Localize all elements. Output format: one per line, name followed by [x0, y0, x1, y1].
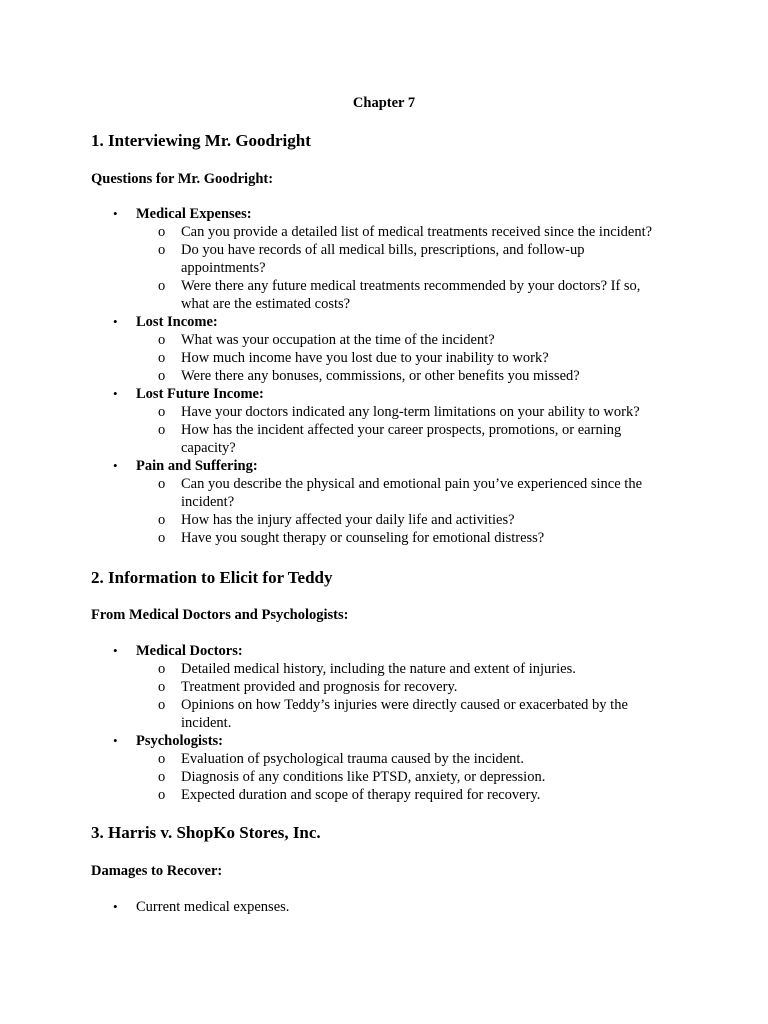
- sub-list-item: o Can you provide a detailed list of medical treatments received since the incident?: [158, 224, 653, 240]
- sub-bullet-icon: o: [158, 530, 166, 546]
- list-item: [0, 898, 768, 916]
- group-label: Lost Future Income:: [136, 386, 264, 402]
- sub-bullet-icon: o: [158, 769, 166, 785]
- sub-bullet-icon: o: [158, 661, 166, 677]
- sub-bullet-icon: o: [158, 476, 166, 492]
- sub-list-item: o How much income have you lost due to your inability to work?: [158, 350, 549, 366]
- bullet-icon: •: [113, 733, 118, 748]
- sub-bullet-icon: o: [158, 422, 166, 438]
- sub-list-item: o Do you have records of all medical bills, prescriptions, and follow-up appointments?: [158, 242, 585, 276]
- sub-list-item: o Diagnosis of any conditions like PTSD, anxiety, or depression.: [158, 769, 546, 785]
- sub-list-item: o Have your doctors indicated any long-term limitations on your ability to work?: [158, 404, 640, 420]
- section-1-heading: 1. Interviewing Mr. Goodright: [91, 131, 311, 150]
- sub-bullet-icon: o: [158, 224, 166, 240]
- list-item: [0, 457, 768, 475]
- sub-list-item: o Were there any future medical treatments recommended by your doctors? If so, what are the estimated costs?: [158, 278, 641, 312]
- list-item: [0, 642, 768, 660]
- sub-bullet-icon: o: [158, 278, 166, 294]
- sub-bullet-icon: o: [158, 368, 166, 384]
- section-2-subheading: From Medical Doctors and Psychologists:: [91, 607, 349, 623]
- chapter-title: Chapter 7: [352, 95, 416, 111]
- section-2-list: [0, 642, 768, 804]
- group-label: Pain and Suffering:: [136, 458, 258, 474]
- sub-bullet-icon: o: [158, 751, 166, 767]
- list-item-text: Current medical expenses.: [136, 899, 290, 915]
- sub-list-item: o Can you describe the physical and emotional pain you’ve experienced since the incident?: [158, 476, 643, 510]
- bullet-icon: •: [113, 386, 118, 401]
- section-2-heading: 2. Information to Elicit for Teddy: [91, 568, 333, 587]
- bullet-icon: •: [113, 314, 118, 329]
- sub-list-item: o Detailed medical history, including the nature and extent of injuries.: [158, 661, 576, 677]
- section-3-list: [0, 898, 768, 916]
- sub-list-item: o Opinions on how Teddy’s injuries were directly caused or exacerbated by the incident.: [158, 697, 628, 731]
- sub-list-item: o Have you sought therapy or counseling for emotional distress?: [158, 530, 545, 546]
- sub-list-item: o How has the incident affected your career prospects, promotions, or earning capacity?: [158, 422, 622, 456]
- section-1-subheading: Questions for Mr. Goodright:: [91, 171, 274, 187]
- sub-bullet-icon: o: [158, 350, 166, 366]
- group-label: Lost Income:: [136, 314, 218, 330]
- sub-list-item: o Evaluation of psychological trauma caused by the incident.: [158, 751, 525, 767]
- group-label: Medical Expenses:: [136, 206, 252, 222]
- sub-list-item: o What was your occupation at the time of the incident?: [158, 332, 495, 348]
- bullet-icon: •: [113, 458, 118, 473]
- list-item: [0, 313, 768, 331]
- section-1-list: [0, 205, 768, 547]
- bullet-icon: •: [113, 206, 118, 221]
- group-label: Psychologists:: [136, 733, 223, 749]
- sub-bullet-icon: o: [158, 404, 166, 420]
- sub-list-item: o Were there any bonuses, commissions, or other benefits you missed?: [158, 368, 580, 384]
- sub-bullet-icon: o: [158, 242, 166, 258]
- sub-list-item: o Expected duration and scope of therapy required for recovery.: [158, 787, 541, 803]
- sub-bullet-icon: o: [158, 512, 166, 528]
- list-item: [0, 732, 768, 750]
- sub-bullet-icon: o: [158, 332, 166, 348]
- section-3-subheading: Damages to Recover:: [91, 863, 223, 879]
- group-label: Medical Doctors:: [136, 643, 243, 659]
- sub-bullet-icon: o: [158, 787, 166, 803]
- bullet-icon: •: [113, 899, 118, 914]
- section-3-heading: 3. Harris v. ShopKo Stores, Inc.: [91, 823, 321, 842]
- bullet-icon: •: [113, 643, 118, 658]
- sub-list-item: o How has the injury affected your daily life and activities?: [158, 512, 515, 528]
- sub-list-item: o Treatment provided and prognosis for recovery.: [158, 679, 458, 695]
- list-item: [0, 205, 768, 223]
- sub-bullet-icon: o: [158, 697, 166, 713]
- list-item: [0, 385, 768, 403]
- sub-bullet-icon: o: [158, 679, 166, 695]
